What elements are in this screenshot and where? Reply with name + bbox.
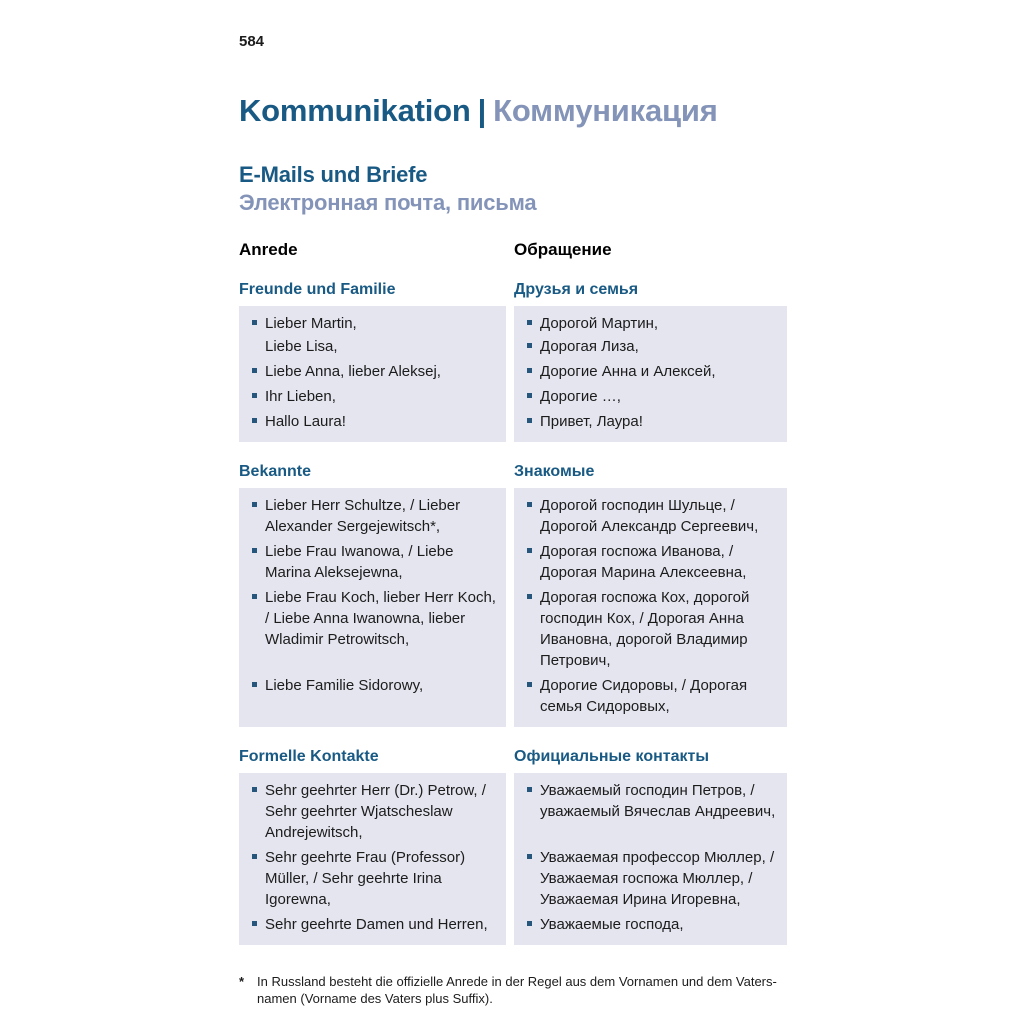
group-headings: [239, 747, 787, 767]
bullet-icon: [252, 502, 257, 507]
phrase-text-ru: Дорогая Лиза,: [540, 338, 639, 355]
group-heading-russian: Друзья и семья: [514, 281, 639, 298]
phrase-cell-de: [239, 361, 506, 386]
phrase-item: [527, 914, 777, 935]
phrase-text-ru: Уважаемый господин Петров, / уважаемый Вячеслав Андреевич,: [540, 782, 776, 820]
phrase-text-de: Liebe Frau Koch, lieber Herr Koch, / Liebe Anna Iwanowna, lieber Wladimir Petrowitsch,: [265, 589, 496, 648]
footnote-line: namen (Vorname des Vaters plus Suffix).: [257, 991, 493, 1006]
bullet-icon: [252, 418, 257, 423]
phrase-cell-ru: [514, 361, 787, 386]
phrase-cell-ru: [514, 306, 787, 361]
phrase-text-de: Liebe Anna, lieber Aleksej,: [265, 363, 441, 380]
phrase-item: [527, 361, 777, 382]
section-title-russian: Электронная почта, письма: [239, 190, 537, 215]
phrase-cell-de: [239, 847, 506, 914]
column-heading-german: Anrede: [239, 240, 298, 259]
phrase-cell-de: [239, 773, 506, 847]
bullet-icon: [252, 320, 257, 325]
group-heading-german: Formelle Kontakte: [239, 748, 379, 765]
bullet-icon: [527, 320, 532, 325]
phrase-text-ru: Дорогие Сидоровы, / Дорогая семья Сидоровых,: [540, 677, 748, 715]
phrase-cell-ru: [514, 541, 787, 587]
phrase-table: [239, 306, 787, 442]
bullet-icon: [252, 368, 257, 373]
phrase-text-ru: Дорогой Мартин,: [540, 315, 659, 332]
phrase-cell-de: [239, 306, 506, 361]
phrase-text-de: Sehr geehrte Damen und Herren,: [265, 916, 488, 933]
phrase-item: [252, 587, 496, 650]
phrase-text-de: Liebe Lisa,: [265, 338, 338, 355]
phrase-text-ru: Дорогой господин Шульце, / Дорогой Александр Сергеевич,: [540, 497, 759, 535]
phrase-cell-ru: [514, 488, 787, 541]
phrase-item: [527, 675, 777, 717]
phrase-groups: [239, 280, 787, 945]
phrase-text-ru: Уважаемая профессор Мюллер, / Уважаемая госпожа Мюллер, / Уважаемая Ирина Игоревна,: [540, 849, 775, 908]
phrase-item: [527, 780, 777, 822]
bullet-icon: [252, 682, 257, 687]
phrase-item: [252, 675, 496, 696]
phrase-item: [252, 361, 496, 382]
phrase-item: [252, 847, 496, 910]
phrase-text-ru: Уважаемые господа,: [540, 916, 684, 933]
chapter-title-russian: Коммуникация: [493, 93, 718, 128]
phrase-item: [527, 541, 777, 583]
bullet-icon: [527, 787, 532, 792]
group-heading-german: Bekannte: [239, 463, 312, 480]
phrase-item: [252, 336, 496, 357]
bullet-icon: [527, 548, 532, 553]
bullet-icon: [527, 594, 532, 599]
phrase-text-de: Lieber Herr Schultze, / Lieber Alexander Sergejewitsch*,: [265, 497, 461, 535]
phrase-text-de: Sehr geehrte Frau (Professor) Müller, / Sehr geehrte Irina Igorewna,: [265, 849, 466, 908]
phrase-cell-de: [239, 386, 506, 411]
phrase-item: [527, 386, 777, 407]
page-number: 584: [239, 33, 265, 50]
phrase-text-de: Liebe Frau Iwanowa, / Liebe Marina Aleksejewna,: [265, 543, 454, 581]
footnote-marker: *: [239, 974, 245, 989]
phrase-cell-ru: [514, 773, 787, 847]
bullet-icon: [252, 594, 257, 599]
phrase-item: [527, 336, 777, 357]
group-heading-german: Freunde und Familie: [239, 281, 396, 298]
bullet-icon: [252, 548, 257, 553]
group-heading-russian: Официальные контакты: [514, 748, 709, 765]
bullet-icon: [527, 368, 532, 373]
phrase-cell-ru: [514, 411, 787, 442]
phrase-cell-de: [239, 675, 506, 727]
chapter-title: [239, 93, 787, 129]
phrase-item: [527, 313, 777, 334]
group-heading-russian: Знакомые: [514, 463, 595, 480]
phrase-cell-ru: [514, 386, 787, 411]
phrase-item: [252, 313, 496, 334]
bullet-icon: [527, 854, 532, 859]
phrase-cell-de: [239, 587, 506, 675]
column-headings: [239, 240, 787, 260]
phrase-text-ru: Привет, Лаура!: [540, 413, 643, 430]
phrase-item: [527, 495, 777, 537]
chapter-title-german: Kommunikation: [239, 93, 471, 128]
phrase-item: [252, 386, 496, 407]
phrase-table: [239, 773, 787, 945]
footnote-line: In Russland besteht die offizielle Anrede in der Regel aus dem Vornamen und dem Vaters-: [257, 974, 777, 989]
phrase-item: [252, 541, 496, 583]
footnote-text: [257, 973, 777, 1007]
phrase-table: [239, 488, 787, 727]
phrase-item: [252, 411, 496, 432]
phrase-text-de: Ihr Lieben,: [265, 388, 336, 405]
phrase-item: [527, 411, 777, 432]
bullet-icon: [527, 502, 532, 507]
bullet-icon: [527, 921, 532, 926]
phrase-cell-de: [239, 541, 506, 587]
phrase-cell-ru: [514, 847, 787, 914]
phrase-item: [527, 587, 777, 671]
bullet-icon: [252, 787, 257, 792]
bullet-icon: [252, 393, 257, 398]
phrase-text-ru: Дорогие …,: [540, 388, 621, 405]
page-content: [239, 33, 787, 1007]
phrase-cell-de: [239, 488, 506, 541]
phrase-text-ru: Дорогая госпожа Иванова, / Дорогая Марина Алексеевна,: [540, 543, 747, 581]
group-headings: [239, 280, 787, 300]
phrase-cell-ru: [514, 914, 787, 945]
phrase-item: [252, 495, 496, 537]
bullet-icon: [527, 682, 532, 687]
phrase-text-de: Lieber Martin,: [265, 315, 357, 332]
phrase-cell-ru: [514, 675, 787, 727]
phrase-text-de: Sehr geehrter Herr (Dr.) Petrow, / Sehr geehrter Wjatscheslaw Andrejewitsch,: [265, 782, 486, 841]
title-divider: |: [477, 93, 487, 128]
group-headings: [239, 462, 787, 482]
bullet-icon: [527, 393, 532, 398]
phrase-cell-ru: [514, 587, 787, 675]
bullet-icon: [527, 343, 532, 348]
phrase-cell-de: [239, 914, 506, 945]
phrase-cell-de: [239, 411, 506, 442]
bullet-icon: [252, 854, 257, 859]
bullet-icon: [252, 921, 257, 926]
section-title-german: E-Mails und Briefe: [239, 162, 428, 187]
phrase-item: [252, 914, 496, 935]
phrase-text-ru: Дорогие Анна и Алексей,: [540, 363, 716, 380]
column-heading-russian: Обращение: [514, 240, 612, 259]
footnote: [239, 973, 787, 1007]
phrase-text-ru: Дорогая госпожа Кох, дорогой господин Кох, / Дорогая Анна Ивановна, дорогой Владимир Петрович,: [540, 589, 750, 669]
phrase-item: [527, 847, 777, 910]
phrase-text-de: Liebe Familie Sidorowy,: [265, 677, 424, 694]
phrase-item: [252, 780, 496, 843]
phrase-text-de: Hallo Laura!: [265, 413, 346, 430]
bullet-icon: [527, 418, 532, 423]
